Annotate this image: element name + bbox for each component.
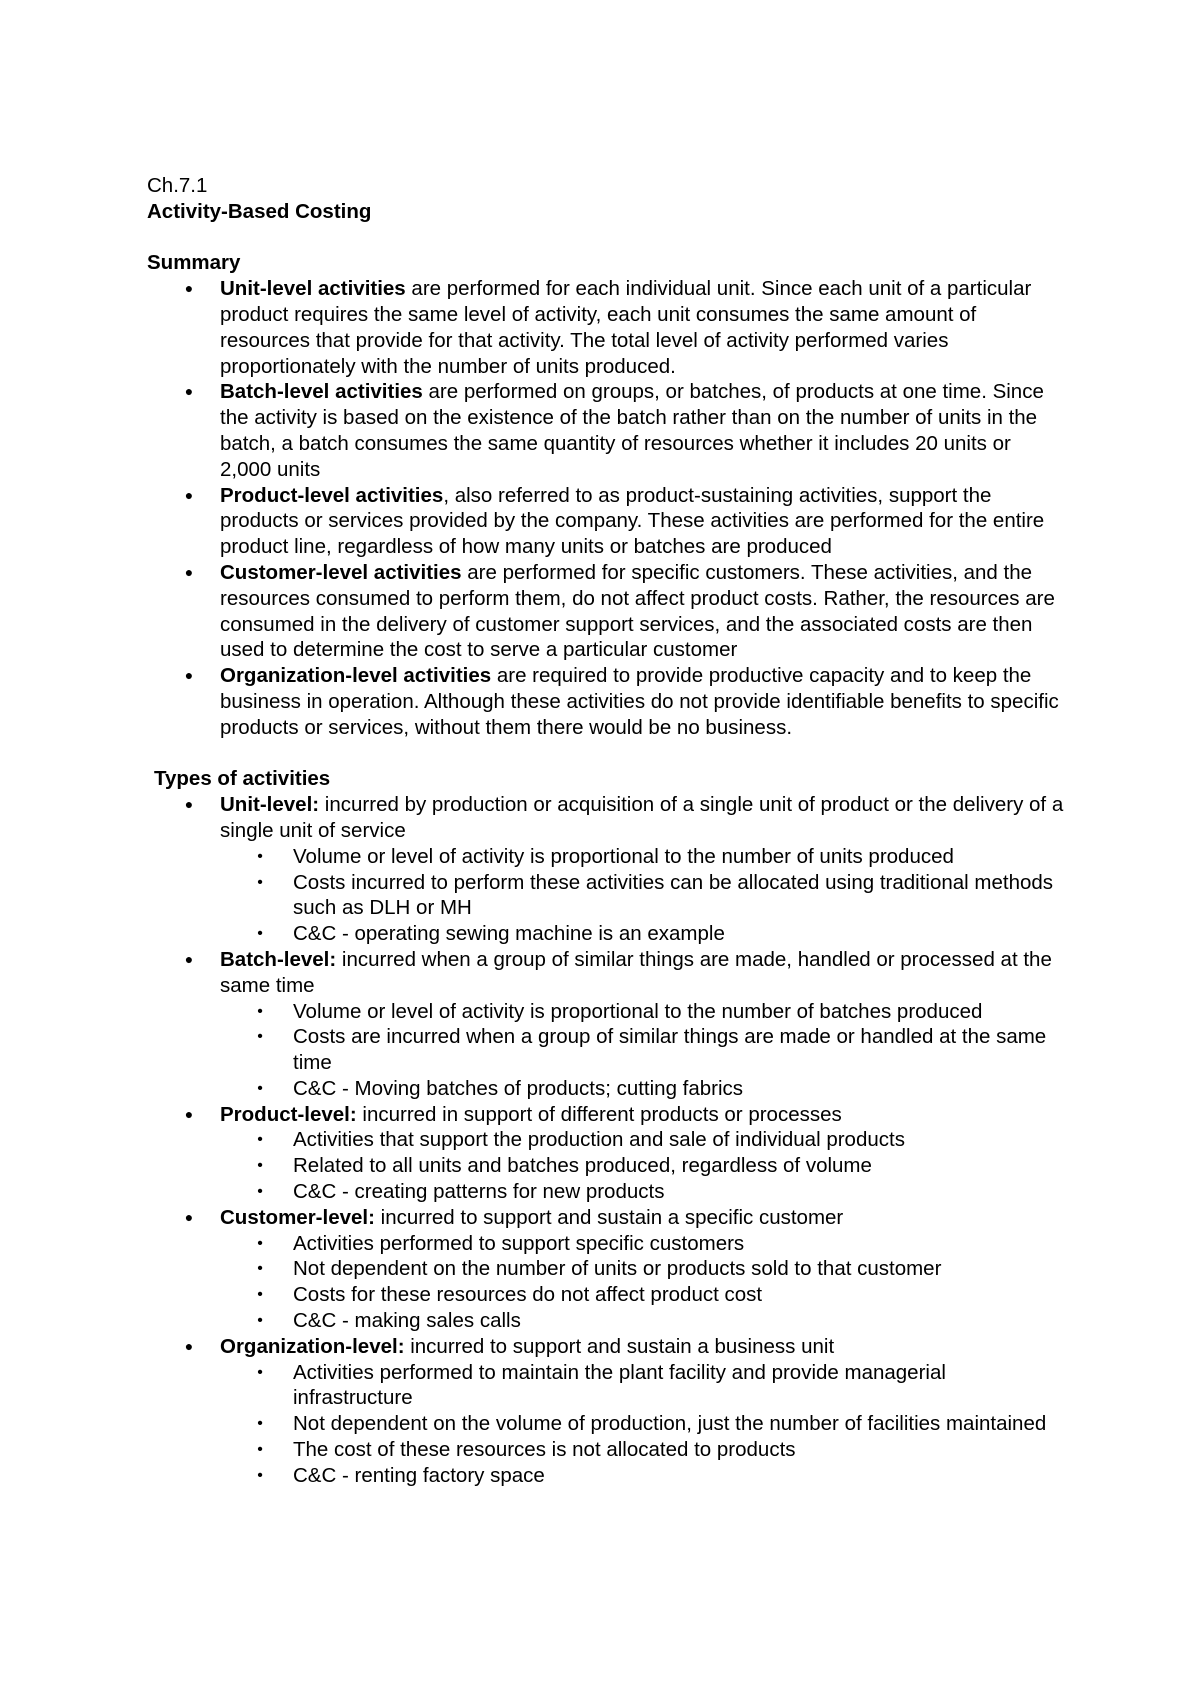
bullet-icon: ● bbox=[184, 383, 194, 400]
item-text: incurred when a group of similar things are made, handled or processed at the same time bbox=[220, 947, 1052, 997]
item-text: incurred by production or acquisition of a single unit of product or the delivery of a single unit of service bbox=[220, 793, 1064, 842]
item-text: are required to provide productive capacity and to keep the business in operation. Although these activities do not provide identifiable benefits to specific products or services, without them there would be no business. bbox=[220, 664, 1059, 739]
bullet-icon: ● bbox=[184, 563, 194, 580]
item-text: incurred in support of different products or processes bbox=[356, 1102, 842, 1126]
sub-item-text: Not dependent on the number of units or products sold to that customer bbox=[293, 1257, 942, 1281]
item-text: , also referred to as product-sustaining activities, support the products or services provided by the company. These activities are performed for the entire product line, regardless of how many units or batches are produced bbox=[220, 483, 1045, 559]
sub-item bbox=[220, 1256, 1067, 1282]
bullet-icon: ● bbox=[184, 796, 194, 813]
document-page bbox=[147, 173, 1067, 1489]
item-text: are performed on groups, or batches, of products at one time. Since the activity is based on the existence of the batch rather than on the number of units in the batch, a batch consumes the same quantity of resources whether it includes 20 units or 2,000 units bbox=[220, 380, 1044, 481]
sub-item-text: Not dependent on the volume of production, just the number of facilities maintained bbox=[293, 1412, 1047, 1436]
bullet-icon: ● bbox=[184, 950, 194, 967]
sub-list bbox=[220, 1127, 1067, 1204]
types-list bbox=[147, 792, 1067, 1489]
bullet-icon: • bbox=[257, 1260, 263, 1278]
sub-item-text: C&C - creating patterns for new products bbox=[293, 1180, 665, 1204]
bullet-icon: ● bbox=[184, 667, 194, 684]
bullet-icon: • bbox=[257, 1183, 263, 1201]
sub-item bbox=[220, 1231, 1067, 1257]
sub-list bbox=[220, 999, 1067, 1102]
sub-item-text: Related to all units and batches produced, regardless of volume bbox=[293, 1154, 872, 1178]
bullet-icon: • bbox=[257, 1466, 263, 1484]
list-item bbox=[147, 1102, 1067, 1205]
sub-item-text: Volume or level of activity is proportional to the number of units produced bbox=[293, 844, 954, 868]
bullet-icon: • bbox=[257, 1286, 263, 1304]
term: Batch-level: bbox=[220, 947, 337, 971]
list-item bbox=[147, 792, 1067, 947]
term: Product-level activities bbox=[220, 483, 444, 507]
sub-item-text: C&C - renting factory space bbox=[293, 1463, 545, 1487]
bullet-icon: • bbox=[257, 1079, 263, 1097]
bullet-icon: • bbox=[257, 1415, 263, 1433]
term: Unit-level activities bbox=[220, 277, 406, 301]
sub-item bbox=[220, 1024, 1067, 1076]
term: Organization-level: bbox=[220, 1334, 405, 1358]
term: Organization-level activities bbox=[220, 664, 492, 688]
term: Product-level: bbox=[220, 1102, 357, 1126]
sub-item bbox=[220, 1127, 1067, 1153]
term: Unit-level: bbox=[220, 793, 320, 817]
term: Batch-level activities bbox=[220, 380, 423, 404]
bullet-icon: ● bbox=[184, 1337, 194, 1354]
list-item bbox=[147, 1205, 1067, 1334]
sub-item bbox=[220, 1153, 1067, 1179]
spacer bbox=[147, 741, 1067, 767]
bullet-icon: ● bbox=[184, 1105, 194, 1122]
list-item bbox=[147, 663, 1067, 740]
sub-item-text: Activities performed to maintain the plant facility and provide managerial infrastructure bbox=[293, 1360, 946, 1410]
list-item bbox=[147, 483, 1067, 560]
sub-item-text: C&C - operating sewing machine is an example bbox=[293, 922, 725, 946]
sub-item bbox=[220, 870, 1067, 922]
bullet-icon: • bbox=[257, 1441, 263, 1459]
sub-item-text: Costs for these resources do not affect product cost bbox=[293, 1283, 763, 1307]
bullet-icon: ● bbox=[184, 486, 194, 503]
sub-list bbox=[220, 844, 1067, 947]
sub-item-text: The cost of these resources is not allocated to products bbox=[293, 1438, 796, 1462]
sub-item bbox=[220, 1360, 1067, 1412]
sub-list bbox=[220, 1231, 1067, 1334]
term: Customer-level activities bbox=[220, 560, 462, 584]
bullet-icon: • bbox=[257, 1312, 263, 1330]
page-title: Activity-Based Costing bbox=[147, 199, 372, 223]
sub-item bbox=[220, 1411, 1067, 1437]
bullet-icon: • bbox=[257, 1363, 263, 1381]
item-text: incurred to support and sustain a specific customer bbox=[374, 1205, 844, 1229]
sub-item bbox=[220, 1308, 1067, 1334]
chapter-label: Ch.7.1 bbox=[147, 174, 208, 197]
summary-heading: Summary bbox=[147, 251, 241, 275]
list-item bbox=[147, 1334, 1067, 1489]
sub-item bbox=[220, 1282, 1067, 1308]
bullet-icon: • bbox=[257, 1157, 263, 1175]
types-heading: Types of activities bbox=[154, 767, 331, 791]
term: Customer-level: bbox=[220, 1205, 375, 1229]
bullet-icon: ● bbox=[184, 280, 194, 297]
sub-list bbox=[220, 1360, 1067, 1489]
list-item bbox=[147, 947, 1067, 1102]
list-item bbox=[147, 379, 1067, 482]
sub-item bbox=[220, 1076, 1067, 1102]
bullet-icon: • bbox=[257, 1002, 263, 1020]
bullet-icon: ● bbox=[184, 1208, 194, 1225]
sub-item bbox=[220, 999, 1067, 1025]
sub-item bbox=[220, 921, 1067, 947]
bullet-icon: • bbox=[257, 873, 263, 891]
sub-item-text: Activities performed to support specific customers bbox=[293, 1231, 745, 1255]
sub-item-text: Volume or level of activity is proportional to the number of batches produced bbox=[293, 999, 983, 1023]
item-text: incurred to support and sustain a business unit bbox=[404, 1334, 835, 1358]
sub-item-text: Costs are incurred when a group of similar things are made or handled at the same time bbox=[293, 1025, 1047, 1075]
sub-item-text: C&C - making sales calls bbox=[293, 1309, 521, 1333]
item-text: are performed for each individual unit. Since each unit of a particular product requires the same level of activity, each unit consumes the same amount of resources that provide for that activity. The total level of activity performed varies proportionately with the number of units produced. bbox=[220, 277, 1032, 378]
summary-list bbox=[147, 276, 1067, 740]
bullet-icon: • bbox=[257, 1234, 263, 1252]
sub-item-text: C&C - Moving batches of products; cutting fabrics bbox=[293, 1076, 744, 1100]
bullet-icon: • bbox=[257, 847, 263, 865]
sub-item bbox=[220, 1463, 1067, 1489]
list-item bbox=[147, 560, 1067, 663]
sub-item bbox=[220, 844, 1067, 870]
sub-item-text: Activities that support the production and sale of individual products bbox=[293, 1128, 905, 1152]
bullet-icon: • bbox=[257, 1028, 263, 1046]
item-text: are performed for specific customers. These activities, and the resources consumed to perform them, do not affect product costs. Rather, the resources are consumed in the delivery of customer support services, and the associated costs are then used to determine the cost to serve a particular customer bbox=[220, 560, 1055, 662]
bullet-icon: • bbox=[257, 925, 263, 943]
sub-item bbox=[220, 1437, 1067, 1463]
spacer bbox=[147, 225, 1067, 251]
sub-item bbox=[220, 1179, 1067, 1205]
sub-item-text: Costs incurred to perform these activities can be allocated using traditional methods such as DLH or MH bbox=[293, 870, 1054, 920]
bullet-icon: • bbox=[257, 1131, 263, 1149]
list-item bbox=[147, 276, 1067, 379]
